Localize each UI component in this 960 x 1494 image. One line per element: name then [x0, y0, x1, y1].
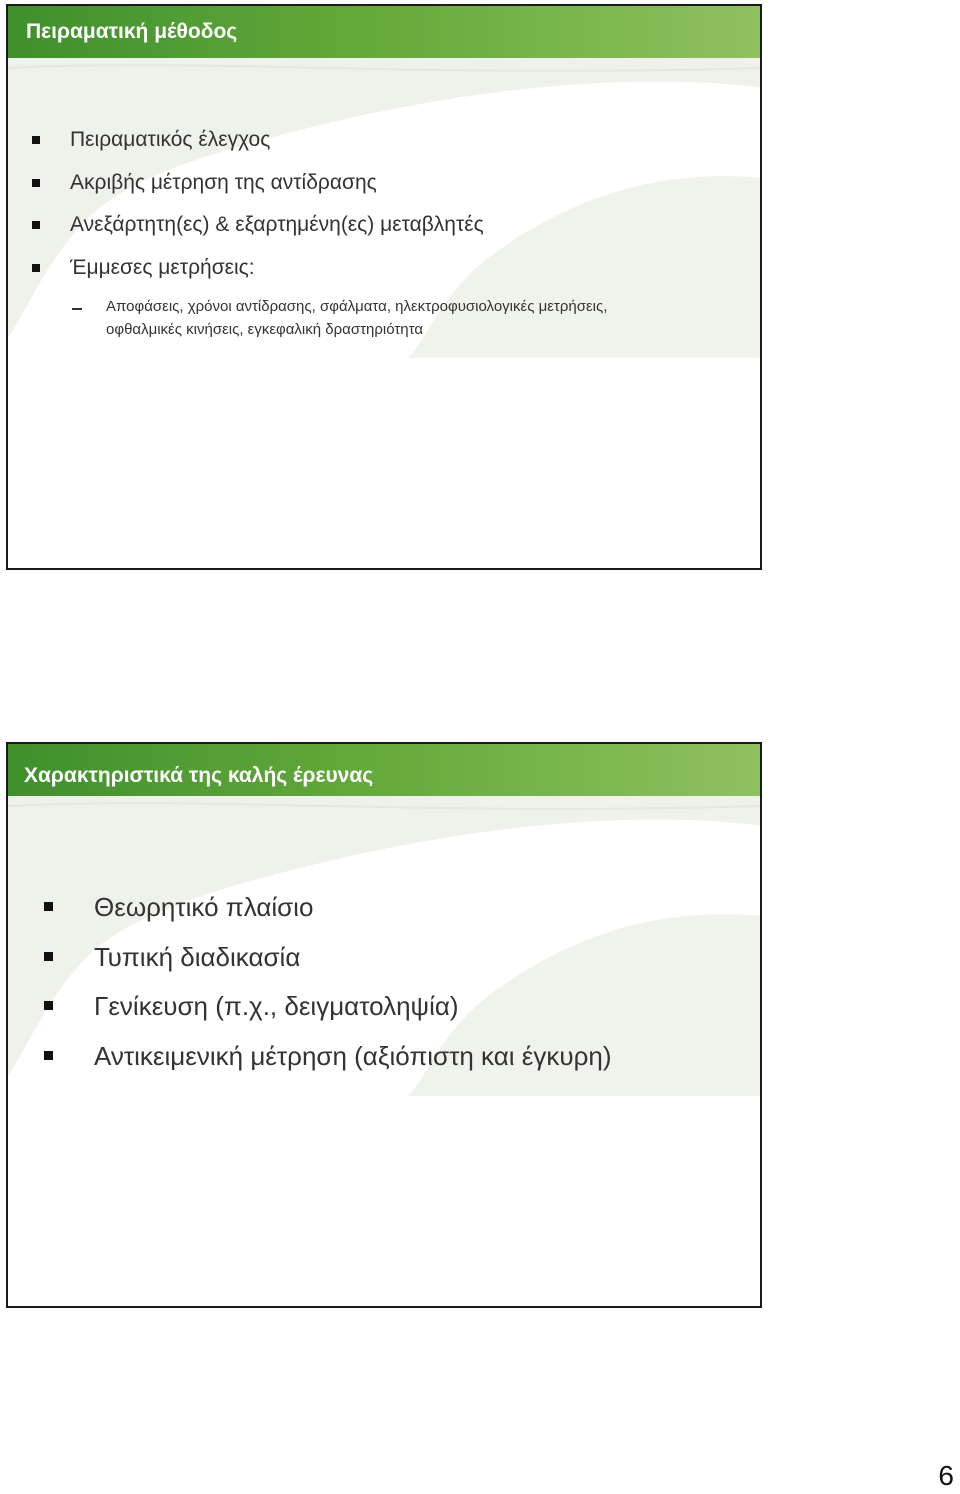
square-bullet-icon — [44, 1051, 53, 1060]
slide-title: Χαρακτηριστικά της καλής έρευνας — [24, 764, 374, 787]
slide-header — [8, 744, 760, 796]
square-bullet-icon — [32, 221, 40, 229]
bullet-text: Ανεξάρτητη(ες) & εξαρτημένη(ες) μεταβλητές — [70, 213, 484, 236]
square-bullet-icon — [44, 952, 53, 961]
square-bullet-icon — [32, 136, 40, 144]
slide-1 — [6, 4, 762, 570]
sub-bullet-line-2: οφθαλμικές κινήσεις, εγκεφαλική δραστηριότητα — [106, 321, 423, 338]
sub-bullet-line-1: Αποφάσεις, χρόνοι αντίδρασης, σφάλματα, ηλεκτροφυσιολογικές μετρήσεις, — [106, 298, 608, 315]
bullet-text: Πειραματικός έλεγχος — [70, 128, 271, 151]
bullet-text: Θεωρητικό πλαίσιο — [94, 892, 314, 922]
bullet-text: Αντικειμενική μέτρηση (αξιόπιστη και έγκυρη) — [94, 1041, 612, 1071]
bullet-text: Ακριβής μέτρηση της αντίδρασης — [70, 171, 377, 194]
bullet-text: Γενίκευση (π.χ., δειγματοληψία) — [94, 991, 459, 1021]
bullet-text: Έμμεσες μετρήσεις: — [70, 256, 255, 279]
slide-header — [8, 6, 760, 58]
slide-title: Πειραματική μέθοδος — [26, 20, 238, 43]
square-bullet-icon — [32, 264, 40, 272]
slide-2 — [6, 742, 762, 1308]
square-bullet-icon — [44, 902, 53, 911]
page-number: 6 — [938, 1460, 954, 1491]
bullet-text: Τυπική διαδικασία — [94, 942, 301, 972]
square-bullet-icon — [44, 1001, 53, 1010]
dash-bullet-icon — [72, 308, 82, 310]
square-bullet-icon — [32, 179, 40, 187]
